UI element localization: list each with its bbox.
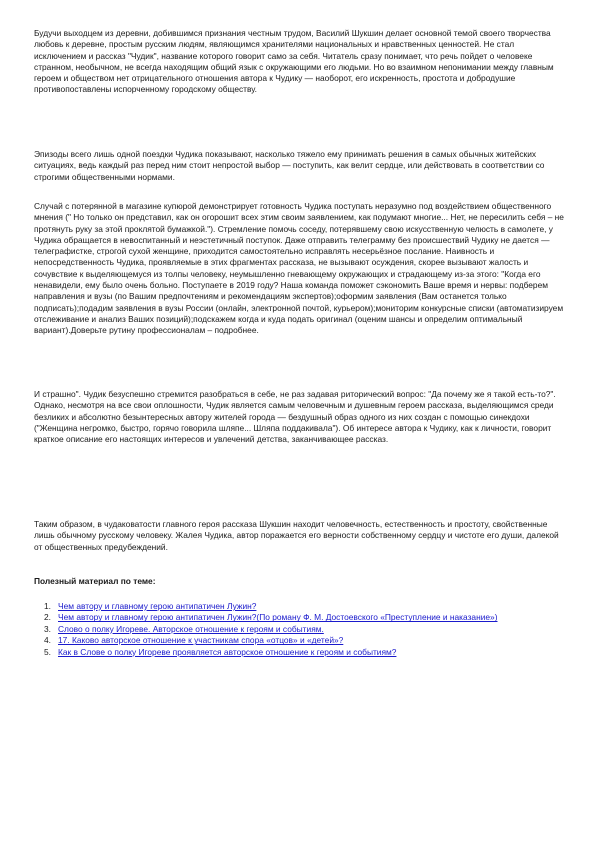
paragraph-intro: Будучи выходцем из деревни, добившимся признания честным трудом, Василий Шукшин делает основной темой своего творчества любовь к деревне, простым русским людям, являющимся хранителями национальных и нравственных ценностей. Не стал исключением и рассказ "Чудик", название которого говорит само за себя. Читатель сразу понимает, что речь пойдет о человеке странном, необычном, не всегда находящим общий язык с окружающими его людьми. Но во взаимном непонимании между главным героем и обществом нет отрицательного отношения автора к Чудику — наоборот, его искренность, простота и добродушие противопоставлены испорченному городскому обществу. (34, 28, 554, 95)
list-item-number: 2. (44, 612, 51, 623)
list-item (34, 601, 564, 612)
list-item-number: 5. (44, 646, 51, 657)
list-item (34, 647, 564, 658)
paragraph-fear: И страшно". Чудик безуспешно стремится разобраться в себе, не раз задавая риторический вопрос: "Да почему же я такой есть-то?". Однако, несмотря на все свои оплошности, Чудик является самым человечным и душевным героем рассказа, выделяющимся среди безликих и абсолютно безынтересных автору жителей города — бездушный образ одного из них создан с помощью синекдохи ("Женщина негромко, быстро, горячо говорила шляпе... Шляпа поддакивала"). Об интересе автора к Чудику, как к личности, говорит краткое описание его настоящих интересов и увлечений детства, заканчивающее рассказ. (34, 389, 556, 445)
list-item (34, 635, 564, 646)
list-item-number: 3. (44, 623, 51, 634)
list-item (34, 624, 564, 635)
related-title: Полезный материал по теме: (34, 576, 156, 586)
related-link-5[interactable]: Как в Слове о полку Игореве проявляется авторское отношение к героям и событиям? (58, 646, 397, 657)
paragraph-banknote: Случай с потерянной в магазине купюрой демонстрирует готовность Чудика поступать неразумно под воздействием общественного мнения (" Но только он представил, как он огорошит всех этим своим заявлением, как подумают многие... Нет, не пересилить себя – не протянуть руку за этой проклятой бумажкой."). Стремление помочь соседу, потерявшему свою искусственную челюсть в самолете, у Чудика обращается в невоспитанный и неэстетичный поступок. Даже отправить телеграмму без происшествий Чудику не дается — телеграфистке, строгой сухой женщине, приходится самостоятельно исправлять несерьёзное послание. Наивность и непосредственность Чудика, проявляемые в этих фрагментах рассказа, не вызывают осуждения, скорее вызывают жалость и сочувствие к выделяющемуся из толпы человеку, неумышленно гневающему окружающих и страдающему из-за этого: "Когда его ненавидели, ему было очень больно. Поступаете в 2019 году? Наша команда поможет сэкономить Ваше время и нервы: подберем направления и вузы (по Вашим предпочтениям и рекомендациям экспертов);оформим заявления (Вам останется только подписать);подадим заявления в вузы России (онлайн, электронной почтой, курьером);мониторим конкурсные списки (автоматизируем отслеживание и анализ Ваших позиций);подскажем когда и куда подать оригинал (оценим шансы и определим оптимальный вариант).Доверьте рутину профессионалам – подробнее. (34, 201, 564, 336)
related-list (34, 601, 564, 658)
list-item-number: 1. (44, 601, 51, 611)
related-link-1[interactable]: Чем автору и главному герою антипатичен Лужин? (58, 601, 257, 611)
list-item-number: 4. (44, 635, 51, 646)
related-link-3[interactable]: Слово о полку Игореве. Авторское отношение к героям и событиям. (58, 623, 324, 634)
list-item (34, 612, 564, 623)
related-materials (34, 576, 564, 658)
paragraph-conclusion: Таким образом, в чудаковатости главного героя рассказа Шукшин находит человечность, естественность и простоту, свойственные лишь обычному русскому человеку. Жалея Чудика, автор поражается его верности собственному сердцу и чистоте его души, далекой от общественных предубеждений. (34, 519, 559, 552)
related-link-4[interactable]: 17. Каково авторское отношение к участникам спора «отцов» и «детей»? (58, 635, 344, 646)
related-link-2[interactable]: Чем автору и главному герою антипатичен Лужин?(По роману Ф. М. Достоевского «Преступление и наказание») (58, 612, 498, 623)
paragraph-episodes: Эпизоды всего лишь одной поездки Чудика показывают, насколько тяжело ему принимать решения в самых обычных житейских ситуациях, ведь каждый раз перед ним стоит непростой выбор — поступить, как велит сердце, или действовать в соответствии со строгими общественными нормами. (34, 149, 545, 182)
